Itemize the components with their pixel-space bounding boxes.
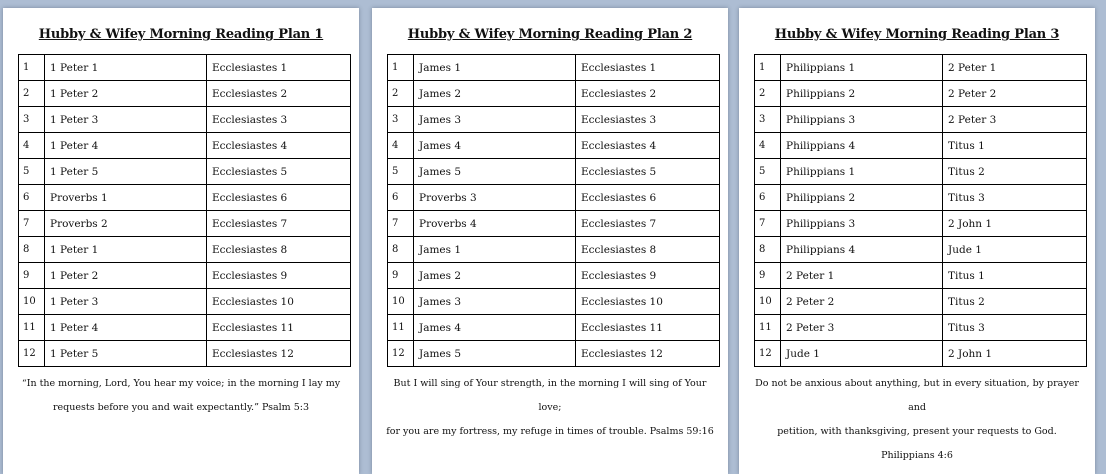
day-number-cell: 2 <box>755 81 781 107</box>
reading-b-cell: Titus 3 <box>943 185 1087 211</box>
reading-a-cell: James 2 <box>414 81 576 107</box>
reading-a-cell: 1 Peter 2 <box>45 263 207 289</box>
reading-b-cell: Ecclesiastes 3 <box>207 107 351 133</box>
reading-a-cell: 2 Peter 3 <box>781 315 943 341</box>
table-row <box>755 289 1087 315</box>
reading-b-cell: Ecclesiastes 4 <box>207 133 351 159</box>
table-row <box>388 237 720 263</box>
table-row <box>755 211 1087 237</box>
reading-b-cell: 2 Peter 1 <box>943 55 1087 81</box>
reading-a-cell: James 3 <box>414 289 576 315</box>
day-number-cell: 2 <box>388 81 414 107</box>
reading-b-cell: Ecclesiastes 10 <box>207 289 351 315</box>
reading-b-cell: Titus 1 <box>943 133 1087 159</box>
reading-b-cell: Ecclesiastes 1 <box>207 55 351 81</box>
table-row <box>19 263 351 289</box>
day-number-cell: 1 <box>388 55 414 81</box>
reading-b-cell: Ecclesiastes 3 <box>576 107 720 133</box>
reading-b-cell: Ecclesiastes 4 <box>576 133 720 159</box>
day-number-cell: 8 <box>19 237 45 263</box>
day-number-cell: 11 <box>755 315 781 341</box>
reading-b-cell: Jude 1 <box>943 237 1087 263</box>
verse-line: for you are my fortress, my refuge in times of trouble. Psalms 59:16 <box>386 426 714 437</box>
reading-a-cell: Proverbs 4 <box>414 211 576 237</box>
table-row <box>19 315 351 341</box>
reading-a-cell: Philippians 2 <box>781 81 943 107</box>
reading-b-cell: Ecclesiastes 8 <box>576 237 720 263</box>
reading-b-cell: Ecclesiastes 2 <box>207 81 351 107</box>
reading-b-cell: Titus 2 <box>943 159 1087 185</box>
table-row <box>388 159 720 185</box>
reading-a-cell: 1 Peter 5 <box>45 341 207 367</box>
reading-b-cell: Ecclesiastes 12 <box>207 341 351 367</box>
table-row <box>19 133 351 159</box>
table-row <box>388 211 720 237</box>
reading-plan-page-1 <box>3 8 359 474</box>
reading-b-cell: Ecclesiastes 12 <box>576 341 720 367</box>
day-number-cell: 5 <box>755 159 781 185</box>
reading-a-cell: Philippians 1 <box>781 159 943 185</box>
table-row <box>388 289 720 315</box>
verse-line: petition, with thanksgiving, present your requests to God. Philippians 4:6 <box>777 426 1057 461</box>
reading-b-cell: 2 John 1 <box>943 341 1087 367</box>
day-number-cell: 6 <box>755 185 781 211</box>
reading-b-cell: Ecclesiastes 7 <box>207 211 351 237</box>
verse-line: Do not be anxious about anything, but in every situation, by prayer and <box>755 378 1079 413</box>
reading-b-cell: Ecclesiastes 11 <box>576 315 720 341</box>
reading-a-cell: Philippians 3 <box>781 107 943 133</box>
table-row <box>755 315 1087 341</box>
day-number-cell: 3 <box>755 107 781 133</box>
reading-b-cell: Titus 3 <box>943 315 1087 341</box>
table-row <box>755 107 1087 133</box>
day-number-cell: 3 <box>19 107 45 133</box>
table-row <box>755 263 1087 289</box>
day-number-cell: 12 <box>388 341 414 367</box>
day-number-cell: 10 <box>19 289 45 315</box>
table-row <box>755 55 1087 81</box>
reading-plan-table <box>387 54 720 367</box>
plan-title: Hubby & Wifey Morning Reading Plan 2 <box>407 27 693 42</box>
reading-a-cell: James 1 <box>414 55 576 81</box>
reading-a-cell: 1 Peter 4 <box>45 315 207 341</box>
reading-a-cell: Proverbs 1 <box>45 185 207 211</box>
reading-a-cell: Philippians 4 <box>781 237 943 263</box>
plan-title: Hubby & Wifey Morning Reading Plan 1 <box>38 27 324 42</box>
reading-a-cell: James 4 <box>414 315 576 341</box>
verse-line: “In the morning, Lord, You hear my voice; in the morning I lay my <box>21 378 341 389</box>
reading-a-cell: Proverbs 2 <box>45 211 207 237</box>
day-number-cell: 4 <box>388 133 414 159</box>
plan-title: Hubby & Wifey Morning Reading Plan 3 <box>774 27 1060 42</box>
table-row <box>755 81 1087 107</box>
reading-b-cell: 2 John 1 <box>943 211 1087 237</box>
day-number-cell: 11 <box>19 315 45 341</box>
reading-a-cell: Philippians 1 <box>781 55 943 81</box>
reading-a-cell: James 2 <box>414 263 576 289</box>
reading-b-cell: Ecclesiastes 2 <box>576 81 720 107</box>
table-row <box>755 341 1087 367</box>
day-number-cell: 12 <box>19 341 45 367</box>
reading-b-cell: Ecclesiastes 9 <box>207 263 351 289</box>
reading-a-cell: Philippians 2 <box>781 185 943 211</box>
reading-a-cell: James 3 <box>414 107 576 133</box>
reading-a-cell: Jude 1 <box>781 341 943 367</box>
day-number-cell: 7 <box>755 211 781 237</box>
day-number-cell: 9 <box>755 263 781 289</box>
reading-a-cell: 1 Peter 5 <box>45 159 207 185</box>
table-row <box>388 185 720 211</box>
day-number-cell: 10 <box>755 289 781 315</box>
reading-a-cell: 2 Peter 1 <box>781 263 943 289</box>
verse-text <box>13 372 349 420</box>
reading-b-cell: Ecclesiastes 5 <box>207 159 351 185</box>
day-number-cell: 2 <box>19 81 45 107</box>
day-number-cell: 12 <box>755 341 781 367</box>
reading-a-cell: Proverbs 3 <box>414 185 576 211</box>
verse-line: But I will sing of Your strength, in the morning I will sing of Your love; <box>393 378 707 413</box>
table-row <box>19 107 351 133</box>
reading-a-cell: 2 Peter 2 <box>781 289 943 315</box>
day-number-cell: 8 <box>388 237 414 263</box>
reading-plan-table <box>18 54 351 367</box>
reading-b-cell: Ecclesiastes 8 <box>207 237 351 263</box>
day-number-cell: 5 <box>388 159 414 185</box>
table-row <box>19 289 351 315</box>
reading-a-cell: 1 Peter 4 <box>45 133 207 159</box>
day-number-cell: 7 <box>19 211 45 237</box>
table-row <box>388 315 720 341</box>
table-row <box>388 133 720 159</box>
reading-a-cell: Philippians 4 <box>781 133 943 159</box>
reading-a-cell: James 1 <box>414 237 576 263</box>
day-number-cell: 3 <box>388 107 414 133</box>
reading-plan-page-3 <box>739 8 1095 474</box>
reading-b-cell: Ecclesiastes 11 <box>207 315 351 341</box>
reading-b-cell: Ecclesiastes 6 <box>207 185 351 211</box>
day-number-cell: 7 <box>388 211 414 237</box>
table-row <box>755 185 1087 211</box>
reading-b-cell: Ecclesiastes 7 <box>576 211 720 237</box>
reading-b-cell: Ecclesiastes 6 <box>576 185 720 211</box>
reading-b-cell: 2 Peter 3 <box>943 107 1087 133</box>
table-row <box>19 341 351 367</box>
day-number-cell: 8 <box>755 237 781 263</box>
table-row <box>19 55 351 81</box>
reading-b-cell: Titus 2 <box>943 289 1087 315</box>
table-row <box>19 237 351 263</box>
table-row <box>19 211 351 237</box>
day-number-cell: 11 <box>388 315 414 341</box>
reading-a-cell: Philippians 3 <box>781 211 943 237</box>
reading-b-cell: Ecclesiastes 10 <box>576 289 720 315</box>
table-row <box>755 133 1087 159</box>
table-row <box>755 159 1087 185</box>
reading-b-cell: Titus 1 <box>943 263 1087 289</box>
reading-b-cell: Ecclesiastes 9 <box>576 263 720 289</box>
table-row <box>755 237 1087 263</box>
reading-a-cell: 1 Peter 2 <box>45 81 207 107</box>
verse-text <box>749 372 1085 468</box>
verse-line: requests before you and wait expectantly.” Psalm 5:3 <box>53 402 309 413</box>
table-row <box>19 81 351 107</box>
reading-plan-page-2 <box>372 8 728 474</box>
reading-plan-table <box>754 54 1087 367</box>
day-number-cell: 9 <box>19 263 45 289</box>
reading-a-cell: James 5 <box>414 159 576 185</box>
reading-b-cell: Ecclesiastes 1 <box>576 55 720 81</box>
reading-a-cell: 1 Peter 1 <box>45 55 207 81</box>
day-number-cell: 5 <box>19 159 45 185</box>
reading-a-cell: 1 Peter 3 <box>45 107 207 133</box>
reading-a-cell: James 5 <box>414 341 576 367</box>
reading-a-cell: James 4 <box>414 133 576 159</box>
day-number-cell: 4 <box>755 133 781 159</box>
reading-b-cell: 2 Peter 2 <box>943 81 1087 107</box>
day-number-cell: 9 <box>388 263 414 289</box>
table-row <box>388 55 720 81</box>
reading-b-cell: Ecclesiastes 5 <box>576 159 720 185</box>
day-number-cell: 6 <box>19 185 45 211</box>
table-row <box>388 81 720 107</box>
day-number-cell: 6 <box>388 185 414 211</box>
day-number-cell: 10 <box>388 289 414 315</box>
day-number-cell: 4 <box>19 133 45 159</box>
reading-a-cell: 1 Peter 1 <box>45 237 207 263</box>
verse-text <box>382 372 718 444</box>
day-number-cell: 1 <box>19 55 45 81</box>
table-row <box>388 263 720 289</box>
table-row <box>19 185 351 211</box>
reading-a-cell: 1 Peter 3 <box>45 289 207 315</box>
table-row <box>19 159 351 185</box>
table-row <box>388 341 720 367</box>
day-number-cell: 1 <box>755 55 781 81</box>
table-row <box>388 107 720 133</box>
